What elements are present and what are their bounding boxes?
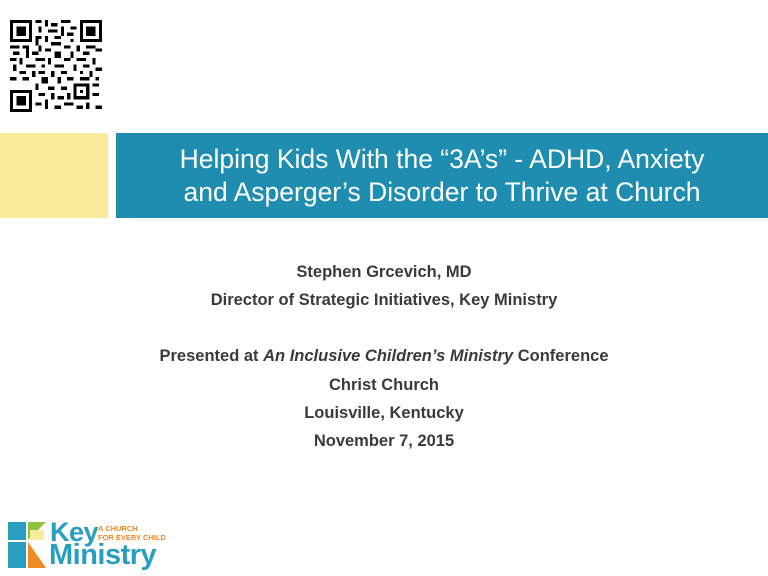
conference-name: An Inclusive Children’s Ministry [263,347,514,365]
logo-tagline: A CHURCH FOR EVERY CHILD [98,524,166,542]
presenter-name: Stephen Grcevich, MD [296,263,472,281]
qr-code-icon [10,20,102,112]
city: Louisville, Kentucky [304,404,464,422]
logo-word-ministry: Ministry [49,539,157,571]
logo-word-key: Key [50,517,99,547]
key-ministry-logo-mark [6,520,48,572]
slide-title [180,143,705,209]
presentation-date: November 7, 2015 [313,432,455,450]
presented-at-suffix: Conference [513,347,609,365]
presented-at-prefix: Presented at [159,347,264,365]
title-band [0,133,768,218]
title-box [116,133,768,218]
key-ministry-logo [6,518,176,574]
presenter-role: Director of Strategic Initiatives, Key Ministry [210,291,558,309]
presented-at-line [0,347,768,366]
title-divider [108,133,116,218]
slide-title-line-2: and Asperger’s Disorder to Thrive at Church [183,176,701,207]
slide-title-line-1: Helping Kids With the “3A’s” - ADHD, Anxiety [179,143,705,174]
venue: Christ Church [328,376,439,394]
title-accent-block [0,133,108,218]
